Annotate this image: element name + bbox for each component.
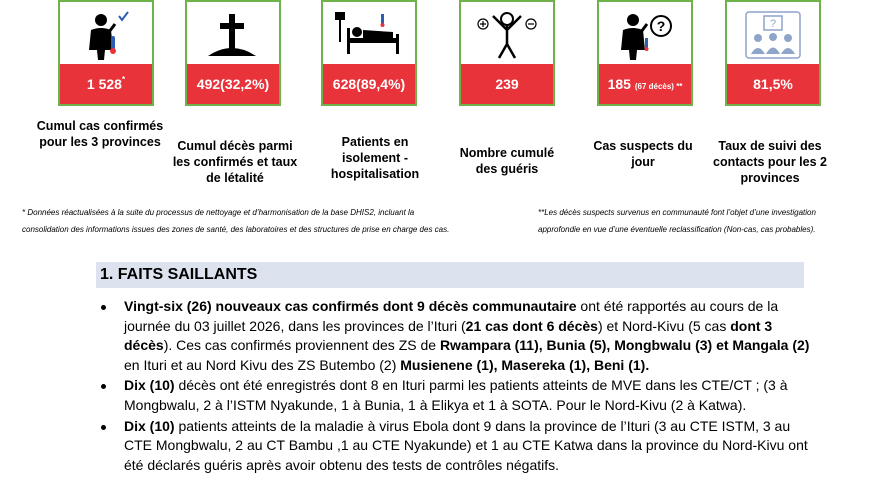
card-deaths <box>185 0 281 106</box>
list-item: Vingt-six (26) nouveaux cas confirmés dont 9 décès communautaire ont été rapportés au cours de la journée du 03 juillet 2026, dans les provinces de l’Ituri (21 cas dont 6 décès) et Nord-Kivu (5 cas dont 3 décès). Ces cas confirmés proviennent des ZS de Rwampara (11), Bunia (5), Mongbwalu (3) et Mangala (2) en Ituri et au Nord Kivu des ZS Butembo (2) Musienene (1), Masereka (1), Beni (1). <box>96 297 816 375</box>
card-value: 239 <box>461 64 553 104</box>
card-value: 185 (67 décès) ** <box>599 64 691 104</box>
card-box <box>185 0 281 106</box>
card-value: 628(89,4%) <box>323 64 415 104</box>
section-title: 1. FAITS SAILLANTS <box>96 262 804 288</box>
card-label: Taux de suivi des contacts pour les 2 provinces <box>713 139 827 185</box>
contacts-group-icon <box>738 10 808 60</box>
card-box <box>58 0 154 106</box>
card-contact-tracing <box>725 0 821 106</box>
card-suspect-cases <box>597 0 693 106</box>
card-isolation <box>321 0 417 106</box>
person-thermometer-icon <box>71 10 141 60</box>
bullet-dot <box>101 384 106 389</box>
svg-text:?: ? <box>656 18 666 34</box>
list-item: Dix (10) patients atteints de la maladie à virus Ebola dont 9 dans la province de l’Ituri (3 au CTE ISTM, 3 au CTE Mongbwalu, 2 au CT Bambu ,1 au CTE Nyakunde) et 1 au CTE Katwa dans la province du Nord-Kivu ont été déclarés guéris après avoir obtenu des tests de contrôles négatifs. <box>96 417 816 476</box>
bullet-dot <box>101 305 106 310</box>
card-box <box>725 0 821 106</box>
card-value: 1 528* <box>60 64 152 104</box>
card-cured <box>459 0 555 106</box>
patient-bed-icon <box>331 10 407 60</box>
footnote-right: **Les décès suspects survenus en communauté font l’objet d’une investigation approfondie en vue d’une éventuelle reclassification (Non-cas, cas probables). <box>538 208 816 234</box>
list-item: Dix (10) décès ont été enregistrés dont 8 en Ituri parmi les patients atteints de MVE dans les CTE/CT ; (3 à Mongbwalu, 2 à l’ISTM Nyakunde, 1 à Bunia, 1 à Elikya et 1 à SOTA. Pour le Nord-Kivu (2 à Katwa). <box>96 376 816 415</box>
card-label: Cas suspects du jour <box>593 139 693 169</box>
svg-text:?: ? <box>769 18 777 30</box>
cured-person-icon <box>469 10 545 60</box>
card-label: Cumul décès parmi les confirmés et taux de létalité <box>172 139 298 185</box>
card-box <box>321 0 417 106</box>
footnote-left: * Données réactualisées à la suite du processus de nettoyage et d’harmonisation de la base DHIS2, incluant la consolidation des informations issues des zones de santé, des laboratoires et des structures de prise en charge des cas. <box>22 208 450 234</box>
card-value: 81,5% <box>727 64 819 104</box>
suspect-person-icon <box>607 10 683 60</box>
bullet-dot <box>101 425 106 430</box>
card-confirmed-cases <box>58 0 154 106</box>
highlights-list <box>96 297 816 476</box>
card-box <box>459 0 555 106</box>
card-label: Nombre cumulé des guéris <box>459 146 555 176</box>
indicator-cards <box>0 0 887 200</box>
card-label: Cumul cas confirmés pour les 3 provinces <box>36 119 164 149</box>
grave-cross-icon <box>198 10 268 60</box>
card-box <box>597 0 693 106</box>
card-label: Patients en isolement - hospitalisation <box>330 135 420 181</box>
card-value: 492(32,2%) <box>187 64 279 104</box>
